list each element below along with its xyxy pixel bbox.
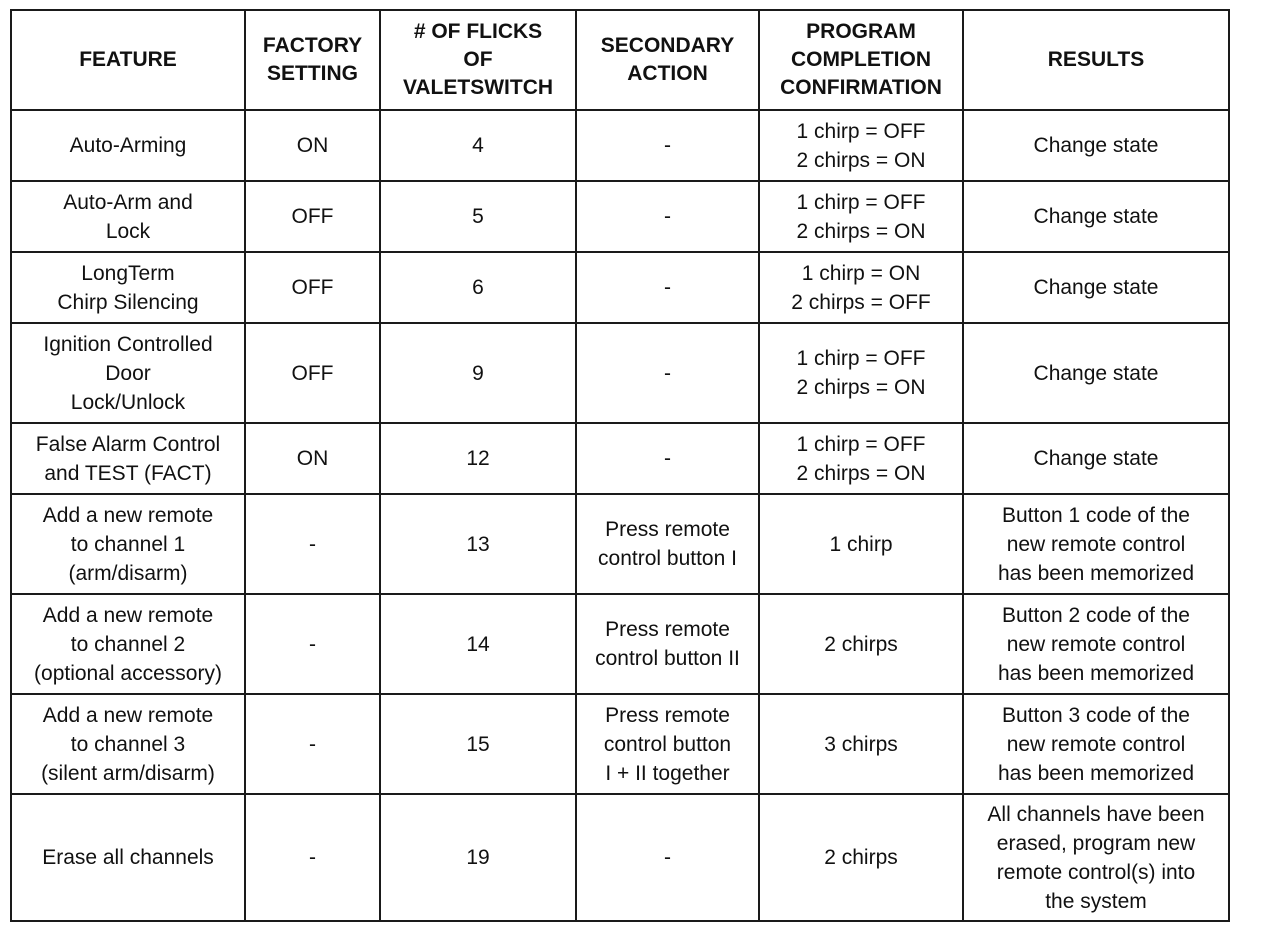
cell-flicks: 5 — [380, 181, 576, 252]
cell-results: Change state — [963, 323, 1229, 423]
cell-secondary-action: - — [576, 181, 759, 252]
cell-flicks: 19 — [380, 794, 576, 921]
cell-results: Button 3 code of the new remote control has been memorized — [963, 694, 1229, 794]
cell-confirmation: 1 chirp = ON 2 chirps = OFF — [759, 252, 963, 323]
cell-feature: Add a new remote to channel 2 (optional accessory) — [11, 594, 245, 694]
cell-secondary-action: - — [576, 252, 759, 323]
cell-factory-setting: ON — [245, 423, 380, 494]
cell-factory-setting: - — [245, 594, 380, 694]
cell-confirmation: 3 chirps — [759, 694, 963, 794]
header-secondary-action: SECONDARY ACTION — [576, 10, 759, 110]
table-row — [11, 694, 1229, 794]
cell-flicks: 13 — [380, 494, 576, 594]
table-row — [11, 594, 1229, 694]
cell-results: Button 1 code of the new remote control has been memorized — [963, 494, 1229, 594]
cell-results: Change state — [963, 181, 1229, 252]
cell-secondary-action: Press remote control button I — [576, 494, 759, 594]
cell-confirmation: 1 chirp — [759, 494, 963, 594]
cell-factory-setting: - — [245, 494, 380, 594]
cell-results: Button 2 code of the new remote control has been memorized — [963, 594, 1229, 694]
table-row — [11, 794, 1229, 921]
cell-results: Change state — [963, 252, 1229, 323]
cell-feature: Ignition Controlled Door Lock/Unlock — [11, 323, 245, 423]
cell-factory-setting: - — [245, 694, 380, 794]
cell-flicks: 12 — [380, 423, 576, 494]
feature-programming-table — [10, 9, 1230, 922]
cell-feature: False Alarm Control and TEST (FACT) — [11, 423, 245, 494]
cell-secondary-action: - — [576, 423, 759, 494]
cell-flicks: 6 — [380, 252, 576, 323]
cell-secondary-action: - — [576, 323, 759, 423]
cell-results: All channels have been erased, program new remote control(s) into the system — [963, 794, 1229, 921]
cell-secondary-action: - — [576, 794, 759, 921]
cell-confirmation: 1 chirp = OFF 2 chirps = ON — [759, 110, 963, 181]
cell-factory-setting: ON — [245, 110, 380, 181]
cell-results: Change state — [963, 423, 1229, 494]
cell-feature: Auto-Arming — [11, 110, 245, 181]
cell-feature: Add a new remote to channel 1 (arm/disarm) — [11, 494, 245, 594]
cell-confirmation: 1 chirp = OFF 2 chirps = ON — [759, 181, 963, 252]
cell-secondary-action: Press remote control button II — [576, 594, 759, 694]
table-row — [11, 110, 1229, 181]
header-row — [11, 10, 1229, 110]
cell-secondary-action: Press remote control button I + II together — [576, 694, 759, 794]
cell-confirmation: 2 chirps — [759, 594, 963, 694]
header-feature: FEATURE — [11, 10, 245, 110]
table-row — [11, 252, 1229, 323]
table-row — [11, 423, 1229, 494]
header-results: RESULTS — [963, 10, 1229, 110]
cell-feature: Erase all channels — [11, 794, 245, 921]
cell-feature: LongTerm Chirp Silencing — [11, 252, 245, 323]
cell-factory-setting: OFF — [245, 323, 380, 423]
cell-factory-setting: OFF — [245, 181, 380, 252]
header-factory-setting: FACTORY SETTING — [245, 10, 380, 110]
cell-confirmation: 1 chirp = OFF 2 chirps = ON — [759, 423, 963, 494]
cell-factory-setting: OFF — [245, 252, 380, 323]
cell-results: Change state — [963, 110, 1229, 181]
cell-flicks: 15 — [380, 694, 576, 794]
header-confirmation: PROGRAM COMPLETION CONFIRMATION — [759, 10, 963, 110]
table-row — [11, 323, 1229, 423]
cell-factory-setting: - — [245, 794, 380, 921]
table-row — [11, 494, 1229, 594]
cell-flicks: 4 — [380, 110, 576, 181]
cell-confirmation: 2 chirps — [759, 794, 963, 921]
cell-feature: Add a new remote to channel 3 (silent arm/disarm) — [11, 694, 245, 794]
cell-flicks: 14 — [380, 594, 576, 694]
cell-feature: Auto-Arm and Lock — [11, 181, 245, 252]
header-flicks: # OF FLICKS OF VALETSWITCH — [380, 10, 576, 110]
cell-secondary-action: - — [576, 110, 759, 181]
cell-flicks: 9 — [380, 323, 576, 423]
table-row — [11, 181, 1229, 252]
cell-confirmation: 1 chirp = OFF 2 chirps = ON — [759, 323, 963, 423]
